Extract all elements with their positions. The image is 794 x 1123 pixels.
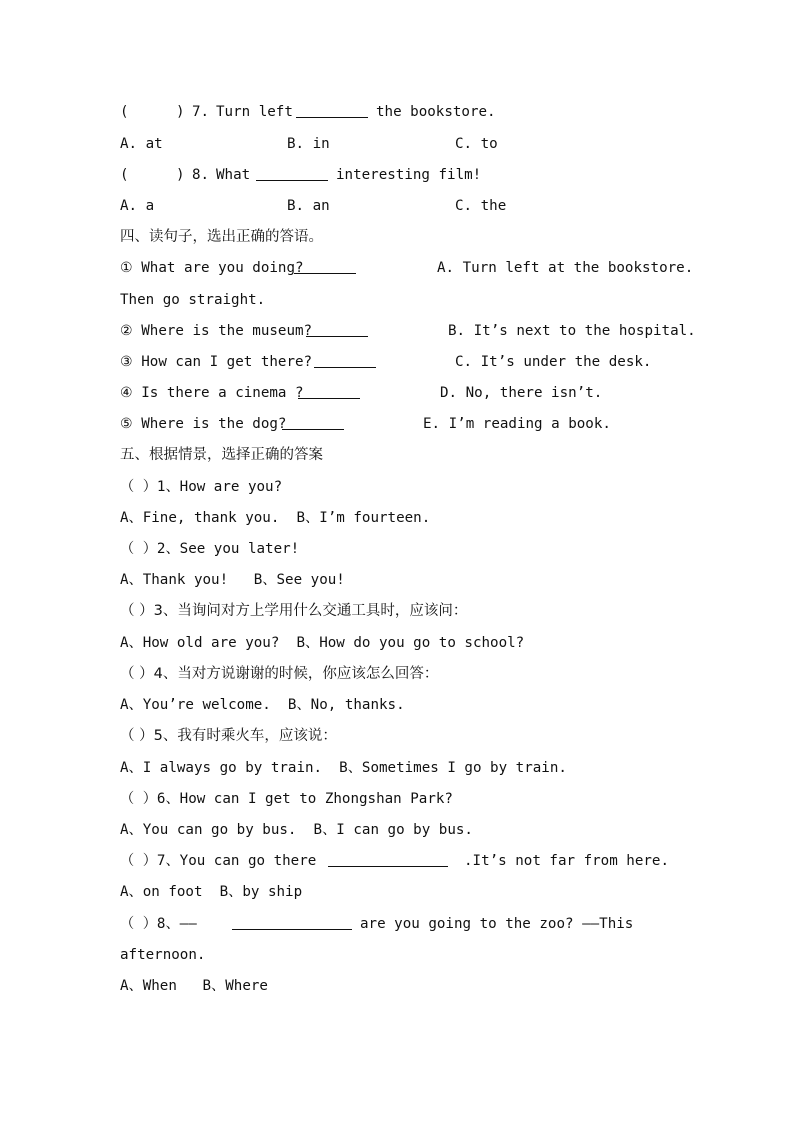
answer-blank[interactable] bbox=[232, 915, 352, 930]
answer-blank[interactable] bbox=[328, 852, 448, 867]
situation-question-1: （ ）1、How are you? bbox=[120, 479, 283, 495]
answer-blank[interactable] bbox=[296, 103, 368, 118]
section-4-heading: 四、读句子，选出正确的答语。 bbox=[120, 229, 323, 245]
option-a: A. at bbox=[120, 136, 163, 152]
situation-question-2: （ ）2、See you later! bbox=[120, 541, 300, 557]
situation-options-8: A、When B、Where bbox=[120, 978, 268, 994]
situation-options-4: A、You’re welcome. B、No, thanks. bbox=[120, 697, 405, 713]
match-question: ④ Is there a cinema ? bbox=[120, 385, 304, 401]
question-7 bbox=[120, 101, 680, 123]
match-answer: B. It’s next to the hospital. bbox=[448, 323, 696, 339]
match-question: ⑤ Where is the dog? bbox=[120, 416, 287, 432]
question-text-after: interesting film! bbox=[336, 167, 482, 183]
answer-blank[interactable] bbox=[314, 353, 376, 368]
situation-question-3: （ ）3、当询问对方上学用什么交通工具时，应该问： bbox=[120, 603, 468, 619]
question-number: 8. bbox=[192, 167, 210, 183]
question-text-before: （ ）8、—— bbox=[120, 916, 197, 932]
situation-question-4: （ ）4、当对方说谢谢的时候，你应该怎么回答： bbox=[120, 666, 439, 682]
answer-paren-close: ) bbox=[176, 167, 185, 183]
match-question: ① What are you doing? bbox=[120, 260, 304, 276]
match-answer: E. I’m reading a book. bbox=[423, 416, 611, 432]
answer-paren-open: ( bbox=[120, 167, 129, 183]
situation-options-2: A、Thank you! B、See you! bbox=[120, 572, 345, 588]
option-c: C. the bbox=[455, 198, 507, 214]
question-text-after: the bookstore. bbox=[376, 104, 496, 120]
match-question: ② Where is the museum? bbox=[120, 323, 313, 339]
question-8-options bbox=[120, 195, 680, 217]
match-row-3 bbox=[120, 351, 680, 373]
situation-question-8 bbox=[120, 913, 680, 935]
situation-question-5: （ ）5、我有时乘火车，应该说： bbox=[120, 728, 337, 744]
situation-question-8-continuation: afternoon. bbox=[120, 947, 206, 963]
situation-options-7: A、on foot B、by ship bbox=[120, 884, 303, 900]
answer-blank[interactable] bbox=[282, 415, 344, 430]
match-answer-continuation: Then go straight. bbox=[120, 292, 266, 308]
question-7-options bbox=[120, 133, 680, 155]
match-row-1 bbox=[120, 257, 694, 279]
match-answer: C. It’s under the desk. bbox=[455, 354, 652, 370]
question-text-after: .It’s not far from here. bbox=[464, 853, 669, 869]
section-5-heading: 五、根据情景，选择正确的答案 bbox=[120, 447, 323, 463]
answer-blank[interactable] bbox=[294, 259, 356, 274]
situation-options-5: A、I always go by train. B、Sometimes I go by train. bbox=[120, 760, 567, 776]
answer-blank[interactable] bbox=[256, 166, 328, 181]
question-number: 7. bbox=[192, 104, 210, 120]
situation-options-1: A、Fine, thank you. B、I’m fourteen. bbox=[120, 510, 431, 526]
answer-blank[interactable] bbox=[306, 322, 368, 337]
situation-question-6: （ ）6、How can I get to Zhongshan Park? bbox=[120, 791, 453, 807]
match-row-4 bbox=[120, 382, 680, 404]
match-row-5 bbox=[120, 413, 680, 435]
option-b: B. an bbox=[287, 198, 330, 214]
question-text-before: （ ）7、You can go there bbox=[120, 853, 317, 869]
answer-blank[interactable] bbox=[298, 384, 360, 399]
match-row-2 bbox=[120, 320, 696, 342]
option-b: B. in bbox=[287, 136, 330, 152]
situation-question-7 bbox=[120, 850, 680, 872]
question-8 bbox=[120, 164, 680, 186]
match-answer: D. No, there isn’t. bbox=[440, 385, 603, 401]
situation-options-3: A、How old are you? B、How do you go to school? bbox=[120, 635, 525, 651]
answer-paren-close: ) bbox=[176, 104, 185, 120]
question-text-before: Turn left bbox=[216, 104, 293, 120]
question-text-before: What bbox=[216, 167, 251, 183]
situation-options-6: A、You can go by bus. B、I can go by bus. bbox=[120, 822, 473, 838]
match-question: ③ How can I get there? bbox=[120, 354, 313, 370]
match-answer: A. Turn left at the bookstore. bbox=[437, 260, 694, 276]
question-text-after: are you going to the zoo? ——This bbox=[360, 916, 634, 932]
option-a: A. a bbox=[120, 198, 155, 214]
option-c: C. to bbox=[455, 136, 498, 152]
answer-paren-open: ( bbox=[120, 104, 129, 120]
